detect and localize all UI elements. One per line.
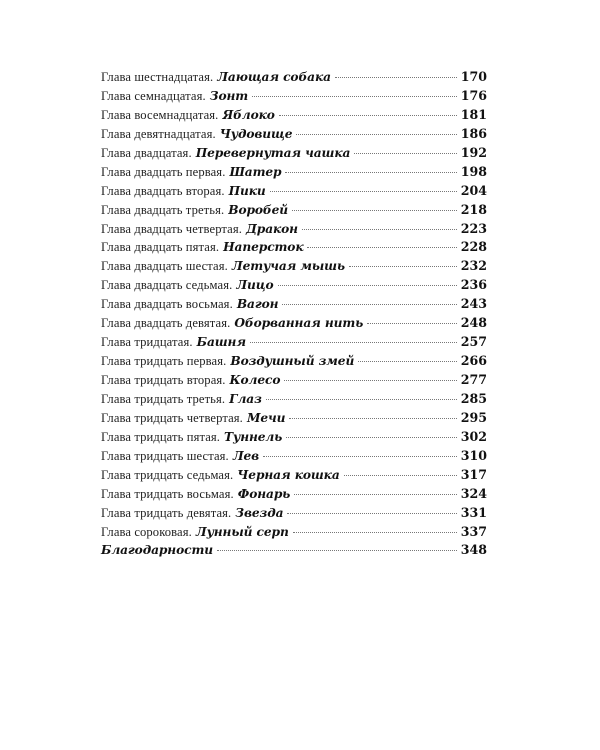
chapter-title: Летучая мышь: [231, 259, 345, 274]
chapter-label: Глава тридцать пятая.: [101, 429, 221, 444]
toc-entry[interactable]: [101, 466, 487, 485]
toc-entry[interactable]: [101, 504, 487, 523]
dot-leader: [307, 247, 456, 248]
toc-entry[interactable]: [101, 485, 487, 504]
page-number: 232: [460, 258, 487, 274]
chapter-label: Глава двадцать седьмая.: [101, 278, 233, 293]
chapter-label: Глава двадцать вторая.: [101, 183, 225, 198]
toc-entry[interactable]: [101, 257, 487, 276]
toc-entry[interactable]: [101, 163, 487, 182]
toc-entry[interactable]: [101, 201, 487, 220]
dot-leader: [285, 172, 456, 173]
chapter-label: Глава сороковая.: [101, 524, 192, 539]
dot-leader: [367, 323, 457, 324]
page-number: 317: [460, 466, 487, 482]
chapter-title: Зонт: [209, 88, 249, 103]
chapter-title: Перевернутая чашка: [195, 145, 351, 160]
chapter-label: Глава семнадцатая.: [101, 88, 206, 103]
toc-entry[interactable]: [101, 333, 487, 352]
page-number: 266: [460, 353, 487, 369]
chapter-title: Глаз: [229, 391, 262, 406]
page-number: 223: [460, 220, 487, 236]
chapter-label: Глава шестнадцатая.: [101, 70, 214, 84]
page-number: 218: [460, 201, 487, 217]
acknowledgements-title: Благодарности: [101, 543, 213, 558]
chapter-label: Глава тридцать восьмая.: [101, 486, 234, 501]
dot-leader: [335, 77, 457, 78]
chapter-label: Глава двадцать четвертая.: [101, 221, 243, 236]
chapter-label: Глава двадцать первая.: [101, 164, 226, 179]
dot-leader: [344, 475, 457, 476]
toc-entry[interactable]: [101, 390, 487, 409]
dot-leader: [252, 96, 457, 97]
chapter-title: Черная кошка: [237, 467, 340, 482]
toc-entry[interactable]: [101, 523, 487, 542]
page-number: 170: [460, 69, 487, 84]
dot-leader: [296, 134, 456, 135]
toc-entry-acknowledgements[interactable]: [101, 541, 487, 560]
toc-entry[interactable]: [101, 182, 487, 201]
chapter-title: Колесо: [229, 373, 281, 387]
toc-entry[interactable]: [101, 447, 487, 466]
chapter-label: Глава тридцать четвертая.: [101, 410, 243, 425]
chapter-title: Шатер: [229, 164, 282, 179]
chapter-title: Наперсток: [223, 240, 304, 255]
page-number: 324: [460, 485, 487, 501]
chapter-title: Вагон: [236, 297, 279, 312]
dot-leader: [279, 115, 457, 116]
toc-entry[interactable]: [101, 409, 487, 428]
chapter-label: Глава девятнадцатая.: [101, 126, 216, 141]
toc-entry[interactable]: [101, 428, 487, 447]
toc-entry[interactable]: [101, 87, 487, 106]
toc-entry[interactable]: [101, 220, 487, 239]
chapter-title: Лицо: [236, 278, 274, 293]
chapter-title: Лев: [232, 448, 260, 463]
chapter-title: Башня: [196, 335, 246, 350]
toc-entry[interactable]: [101, 352, 487, 371]
chapter-label: Глава восемнадцатая.: [101, 107, 219, 122]
dot-leader: [358, 361, 456, 362]
chapter-title: Дракон: [246, 221, 298, 236]
chapter-label: Глава тридцать седьмая.: [101, 467, 234, 482]
toc-entry[interactable]: [101, 314, 487, 333]
page-number: 295: [460, 409, 487, 425]
toc-entry[interactable]: [101, 144, 487, 163]
dot-leader: [289, 418, 456, 419]
page-number: 204: [460, 182, 487, 198]
toc-entry[interactable]: [101, 68, 487, 87]
page-number: 348: [460, 542, 487, 558]
page-number: 248: [460, 315, 487, 331]
toc-entry[interactable]: [101, 371, 487, 390]
toc-entry[interactable]: [101, 238, 487, 257]
dot-leader: [250, 342, 457, 343]
page-number: 331: [460, 504, 487, 520]
dot-leader: [282, 304, 456, 305]
chapter-label: Глава тридцатая.: [101, 335, 193, 350]
page-number: 198: [460, 163, 487, 179]
toc-entry[interactable]: [101, 125, 487, 144]
chapter-label: Глава тридцать первая.: [101, 354, 227, 369]
page-number: 236: [460, 277, 487, 293]
page-number: 186: [460, 125, 487, 141]
dot-leader: [217, 550, 457, 551]
chapter-label: Глава двадцать шестая.: [101, 259, 228, 274]
dot-leader: [293, 532, 457, 533]
chapter-title: Звезда: [235, 505, 284, 520]
page-number: 310: [460, 447, 487, 463]
page-number: 277: [460, 372, 487, 387]
chapter-label: Глава двадцатая.: [101, 145, 192, 160]
chapter-title: Туннель: [224, 429, 283, 444]
table-of-contents: [101, 68, 487, 560]
dot-leader: [349, 266, 457, 267]
chapter-title: Пики: [228, 183, 266, 198]
dot-leader: [284, 380, 456, 381]
chapter-title: Воробей: [228, 202, 289, 217]
dot-leader: [286, 437, 457, 438]
page-number: 302: [460, 428, 487, 444]
dot-leader: [278, 285, 457, 286]
chapter-label: Глава двадцать третья.: [101, 202, 225, 217]
chapter-label: Глава двадцать восьмая.: [101, 297, 233, 312]
chapter-label: Глава тридцать вторая.: [101, 373, 226, 387]
chapter-title: Фонарь: [237, 486, 291, 501]
page-number: 337: [460, 523, 487, 539]
dot-leader: [270, 191, 457, 192]
chapter-title: Яблоко: [222, 107, 275, 122]
page-number: 257: [460, 334, 487, 350]
dot-leader: [266, 399, 457, 400]
toc-entry[interactable]: [101, 106, 487, 125]
dot-leader: [294, 494, 457, 495]
chapter-title: Мечи: [246, 410, 286, 425]
toc-entry[interactable]: [101, 295, 487, 314]
chapter-title: Лающая собака: [217, 70, 331, 84]
chapter-title: Воздушный змей: [230, 354, 355, 369]
page-number: 192: [460, 144, 487, 160]
dot-leader: [354, 153, 456, 154]
page-number: 181: [460, 106, 487, 122]
chapter-title: Лунный серп: [195, 524, 289, 539]
chapter-label: Глава тридцать шестая.: [101, 448, 229, 463]
chapter-label: Глава тридцать третья.: [101, 391, 226, 406]
dot-leader: [302, 229, 457, 230]
toc-entry[interactable]: [101, 276, 487, 295]
page-number: 176: [460, 87, 487, 103]
chapter-title: Чудовище: [219, 126, 293, 141]
page-number: 285: [460, 390, 487, 406]
dot-leader: [292, 210, 457, 211]
chapter-label: Глава двадцать девятая.: [101, 316, 231, 331]
chapter-label: Глава двадцать пятая.: [101, 240, 220, 255]
dot-leader: [263, 456, 457, 457]
chapter-label: Глава тридцать девятая.: [101, 505, 232, 520]
page-number: 243: [460, 296, 487, 312]
dot-leader: [287, 513, 456, 514]
page-number: 228: [460, 239, 487, 255]
chapter-title: Оборванная нить: [234, 316, 364, 331]
